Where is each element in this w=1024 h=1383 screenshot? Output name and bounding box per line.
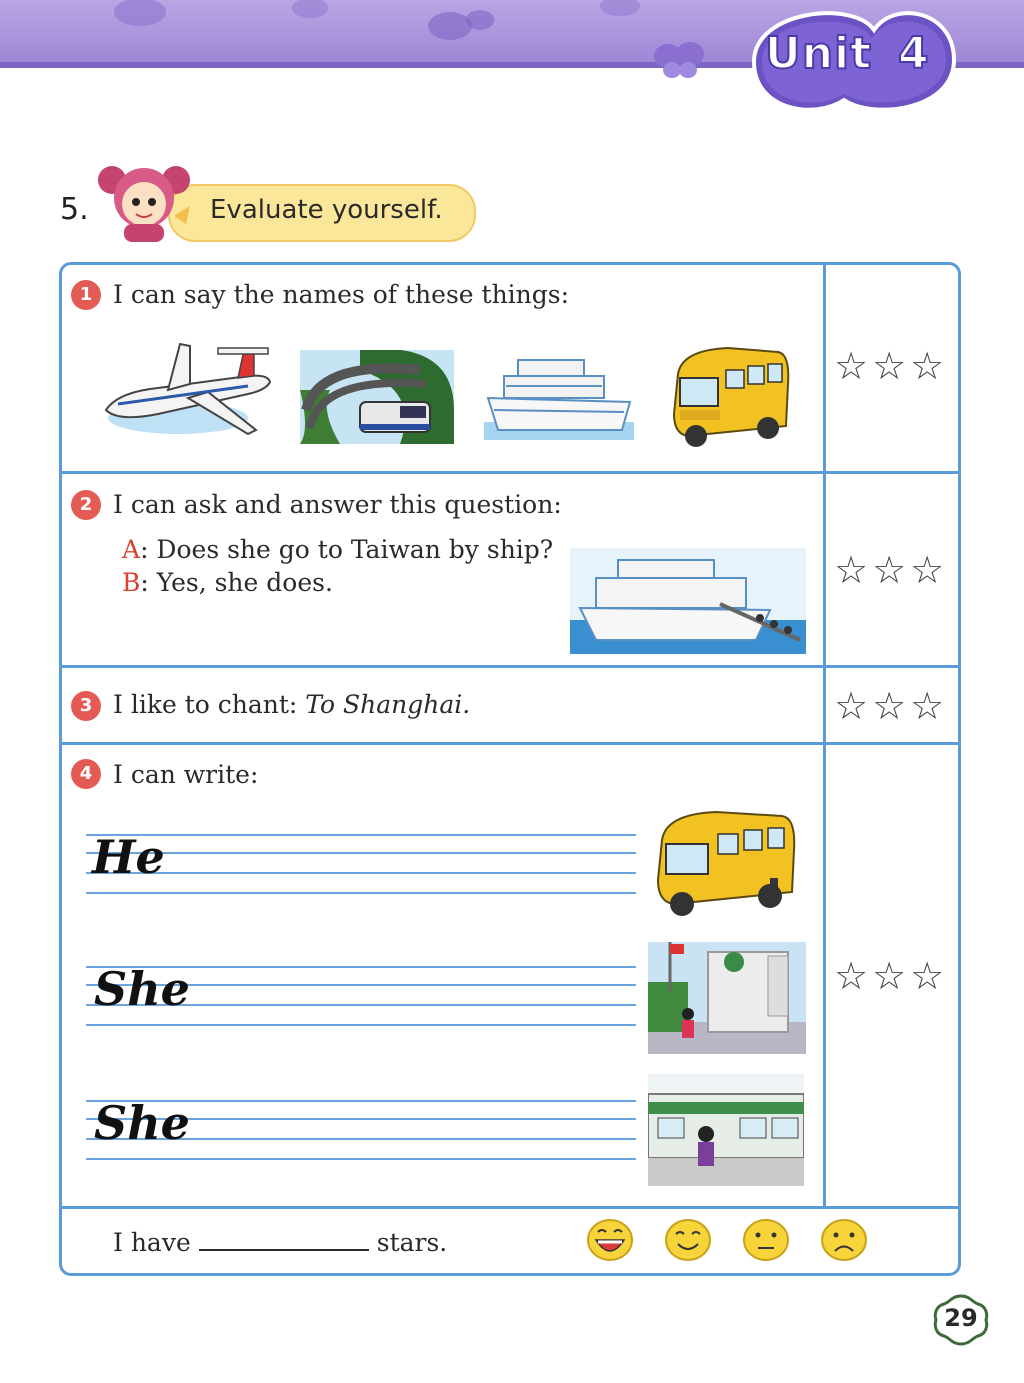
train-station-icon (648, 1074, 804, 1186)
school-bus-icon (668, 344, 792, 450)
row-number-badge: 3 (71, 691, 101, 721)
train-icon (300, 350, 454, 444)
unit-label: Unit (765, 28, 873, 79)
writing-word-she: She (94, 962, 190, 1016)
have-prefix: I have (113, 1228, 191, 1257)
rating-stars[interactable]: ☆☆☆ (834, 954, 949, 998)
section-title: Evaluate yourself. (210, 195, 443, 225)
page-number: 29 (944, 1304, 978, 1332)
row-number-badge: 4 (71, 759, 101, 789)
row-number-badge: 1 (71, 280, 101, 310)
section-number: 5. (60, 192, 89, 227)
rating-stars[interactable]: ☆☆☆ (834, 684, 949, 728)
airplane-icon (98, 338, 278, 440)
dialogue-line-a (122, 535, 553, 564)
writing-word-he: He (92, 830, 165, 884)
ship-boarding-icon (570, 548, 806, 654)
cruise-ship-icon (484, 346, 634, 440)
unit-number: 4 (898, 28, 929, 79)
speaker-a: A (122, 535, 141, 564)
sad-face-icon[interactable] (820, 1218, 868, 1262)
row-number-badge: 2 (71, 490, 101, 520)
star-total-line (113, 1228, 447, 1257)
butterfly-pattern-icon (100, 0, 660, 60)
laughing-face-icon[interactable] (586, 1218, 634, 1262)
chant-title: To Shanghai. (305, 690, 471, 719)
rating-stars[interactable]: ☆☆☆ (834, 548, 949, 592)
writing-word-she: She (94, 1096, 190, 1150)
have-suffix: stars. (376, 1228, 448, 1257)
chant-prefix: I like to chant: (113, 690, 306, 719)
stars-column-divider (823, 262, 826, 1208)
dialogue-line-b (122, 568, 333, 597)
butterfly-icon (650, 38, 710, 82)
star-count-blank[interactable] (199, 1229, 369, 1251)
speaker-b: B (122, 568, 141, 597)
school-building-icon (648, 942, 806, 1054)
neutral-face-icon[interactable] (742, 1218, 790, 1262)
dialogue-text-b: : Yes, she does. (140, 568, 333, 597)
statement-write: I can write: (113, 760, 259, 789)
school-bus-icon (652, 806, 800, 920)
rating-stars[interactable]: ☆☆☆ (834, 344, 949, 388)
statement-chant (113, 690, 470, 719)
dialogue-text-a: : Does she go to Taiwan by ship? (140, 535, 554, 564)
smiling-face-icon[interactable] (664, 1218, 712, 1262)
statement-names: I can say the names of these things: (113, 280, 570, 309)
statement-question: I can ask and answer this question: (113, 490, 562, 519)
mascot-girl-icon (94, 162, 194, 244)
